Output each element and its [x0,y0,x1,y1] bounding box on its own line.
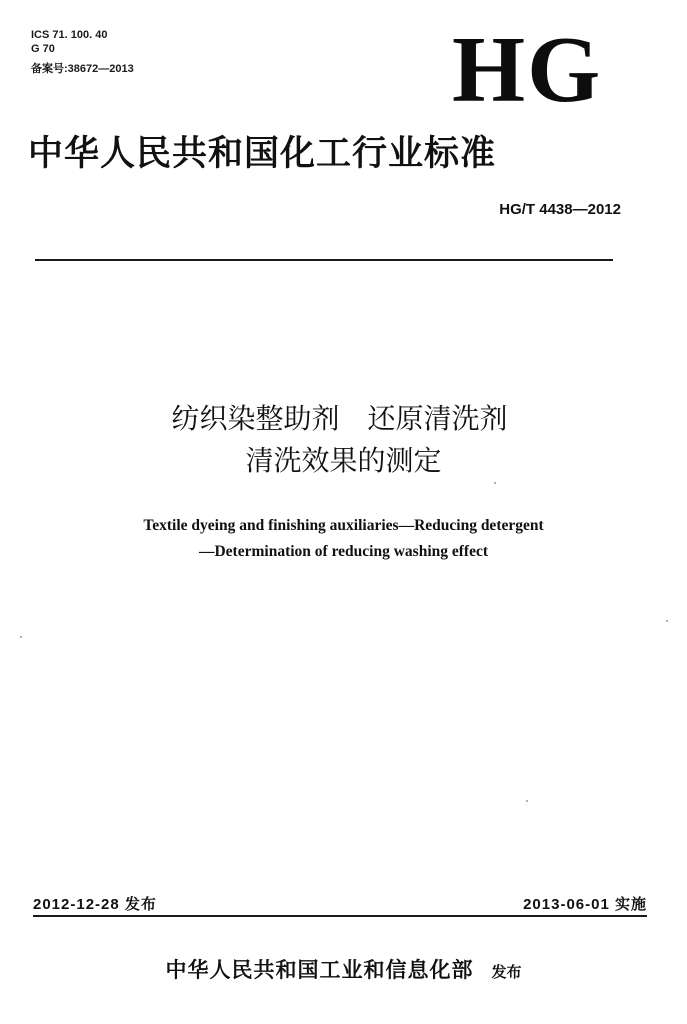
english-title [0,513,687,565]
english-title-line-2: —Determination of reducing washing effect [198,543,488,560]
registration-number: 备案号:38672—2013 [31,63,134,75]
issuing-authority [0,954,687,984]
scan-speck [20,636,22,638]
scan-speck [666,620,668,622]
scan-speck [526,800,528,802]
ics-code: ICS 71. 100. 40 [31,29,108,41]
scan-speck [494,482,496,484]
english-title-line-1: Textile dyeing and finishing auxiliaries—Reducing detergent [143,517,544,534]
standard-number: HG/T 4438—2012 [499,201,621,218]
issuer-name: 中华人民共和国工业和信息化部 [165,957,474,982]
standard-category-title: 中华人民共和国化工行业标准 [28,133,497,174]
header-divider [35,259,613,261]
chinese-title-line-2: 清洗效果的测定 [245,444,442,477]
issue-date: 2012-12-28 发布 [33,896,157,913]
ccs-code: G 70 [31,43,55,55]
chinese-title [0,398,687,482]
chinese-title-line-1: 纺织染整助剂 还原清洗剂 [171,402,508,435]
publish-label: 发布 [491,963,522,981]
implementation-date: 2013-06-01 实施 [523,896,647,913]
footer-divider [33,915,647,917]
hg-logo: HG [452,18,603,122]
